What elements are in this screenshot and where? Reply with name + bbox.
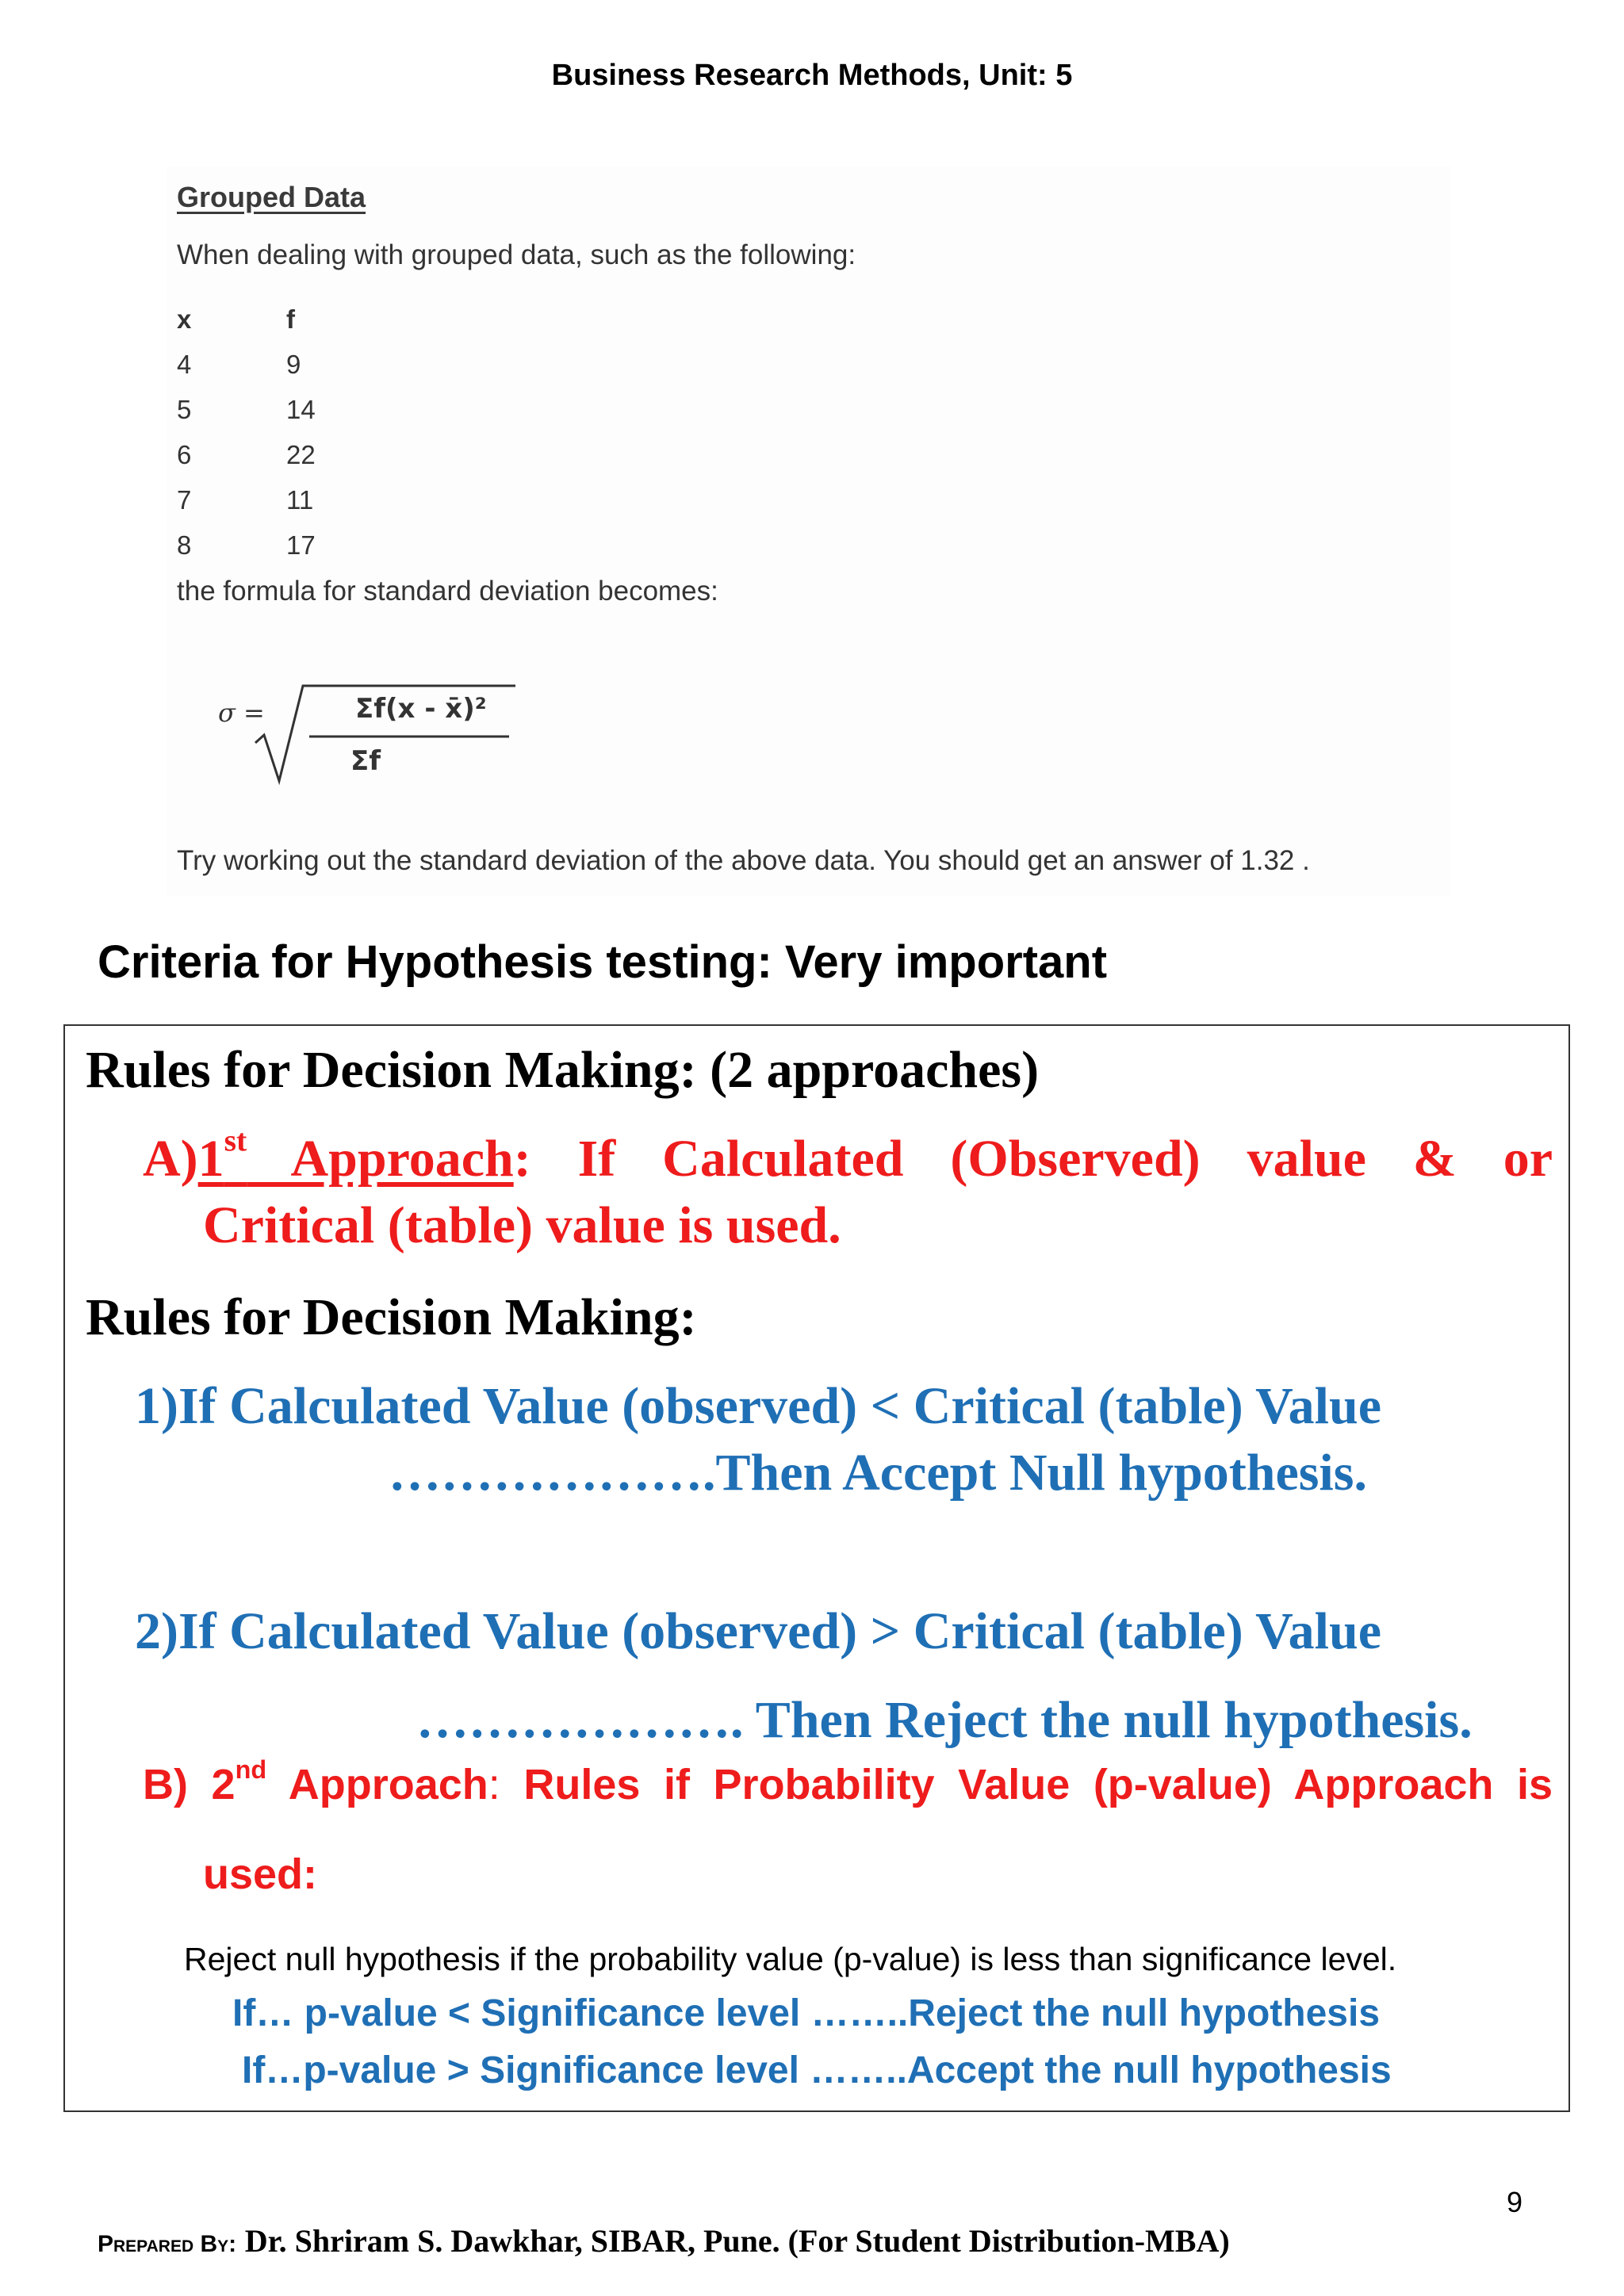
approach-b-label: Approach (288, 1761, 488, 1808)
prepared-by-text: Dr. Shriram S. Dawkhar, SIBAR, Pune. (For Student Distribution-MBA) (244, 2223, 1230, 2259)
cell-x: 5 (177, 395, 192, 424)
page-header-title: Business Research Methods, Unit: 5 (551, 59, 1073, 92)
footer (98, 2222, 1230, 2260)
formula-intro: the formula for standard deviation becomes: (177, 576, 718, 607)
rule-1-result: ……………….Then Accept Null hypothesis. (389, 1444, 1367, 1502)
cell-x: 7 (177, 485, 192, 515)
approach-b-rest: Rules if Probability Value (p-value) Approach is (523, 1761, 1553, 1808)
grouped-data-title: Grouped Data (177, 181, 366, 213)
approach-a-label (197, 1123, 514, 1188)
rules-heading-approaches: Rules for Decision Making: (2 approaches) (86, 1041, 1040, 1099)
cell-f: 14 (286, 395, 316, 424)
formula-denominator: Σf (350, 745, 381, 777)
try-working-text: Try working out the standard deviation of the above data. You should get an answer of 1.32 . (177, 845, 1310, 876)
cell-f: 22 (286, 440, 316, 469)
p-value-rule-text: Reject null hypothesis if the probability value (p-value) is less than significance level. (184, 1941, 1397, 1977)
column-header-f: f (286, 304, 295, 334)
column-header-x: x (177, 304, 192, 334)
cell-x: 8 (177, 530, 192, 560)
rule-1-condition: 1)If Calculated Value (observed) < Critical (table) Value (135, 1377, 1382, 1435)
approach-a-label-text: Approach (290, 1130, 514, 1188)
approach-a-ordinal-suffix: st (224, 1123, 247, 1158)
standard-deviation-formula (214, 678, 531, 797)
approach-a-colon: : (513, 1130, 531, 1188)
rules-heading-decision: Rules for Decision Making: (86, 1288, 697, 1346)
rule-2-result: ………………. Then Reject the null hypothesis. (416, 1691, 1473, 1749)
approach-b-line2: used: (203, 1850, 318, 1898)
formula-numerator: Σf(x - x̄)² (355, 693, 487, 725)
page-number: 9 (1507, 2186, 1523, 2218)
approach-b-line (143, 1755, 1553, 1809)
cell-x: 4 (177, 350, 192, 379)
cell-f: 17 (286, 530, 316, 560)
approach-a-line (143, 1123, 1553, 1189)
p-value-reject-rule: If… p-value < Significance level ……..Reject the null hypothesis (232, 1992, 1381, 2034)
approach-b-prefix: B) 2 (143, 1761, 236, 1808)
criteria-heading: Criteria for Hypothesis testing: Very important (98, 936, 1108, 988)
approach-a-rest: If Calculated (Observed) value & or (577, 1130, 1553, 1188)
approach-b-colon: : (488, 1761, 500, 1808)
prepared-by-label: Prepared By: (98, 2231, 237, 2257)
approach-b-ordinal-suffix: nd (235, 1755, 267, 1785)
cell-x: 6 (177, 440, 192, 469)
p-value-accept-rule: If…p-value > Significance level ……..Accept the null hypothesis (242, 2049, 1392, 2091)
rule-2-condition: 2)If Calculated Value (observed) > Critical (table) Value (135, 1602, 1382, 1660)
approach-a-ordinal: 1 (197, 1130, 224, 1188)
formula-sigma: σ = (218, 698, 265, 728)
cell-f: 11 (286, 485, 314, 515)
cell-f: 9 (286, 350, 301, 379)
approach-a-line2: Critical (table) value is used. (203, 1196, 841, 1254)
grouped-data-intro: When dealing with grouped data, such as the following: (177, 239, 856, 270)
approach-a-prefix: A) (143, 1130, 198, 1188)
